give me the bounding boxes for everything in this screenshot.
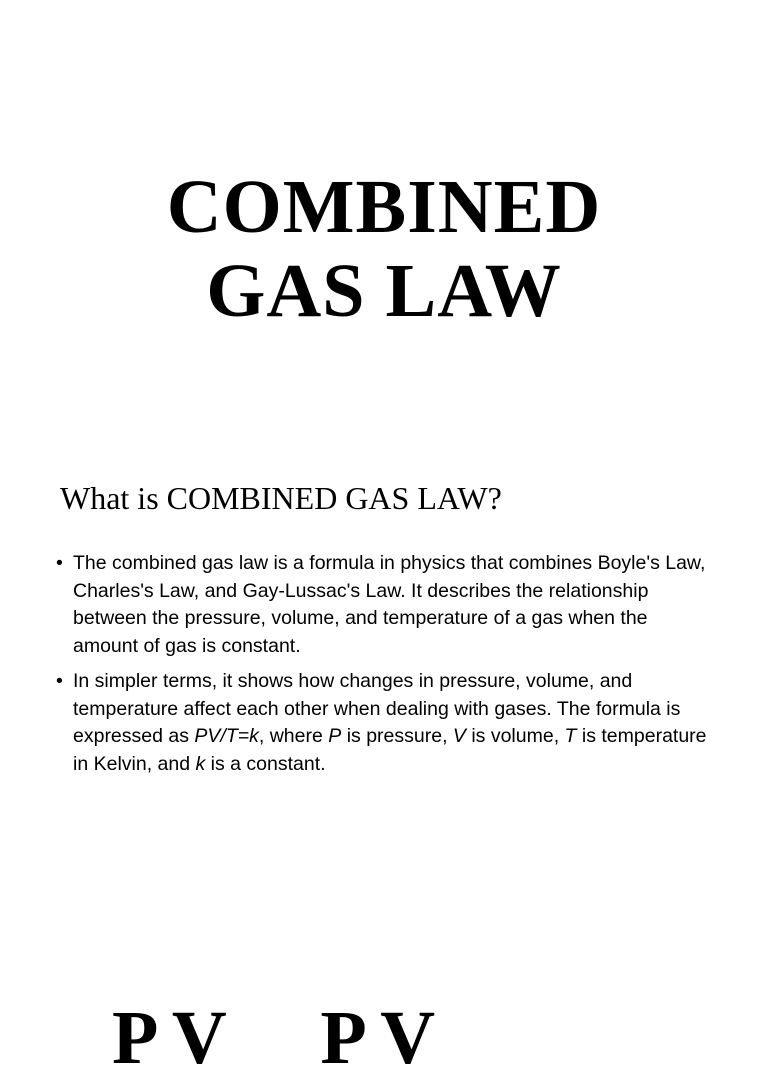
bullet-text-2	[73, 670, 707, 775]
bullet-2-text-part: is a constant.	[205, 752, 326, 775]
bullet-2-text-part: is temperature in Kelvin, and	[73, 725, 707, 775]
title-line-1: COMBINED	[166, 165, 602, 249]
bullet-item-2	[56, 668, 716, 778]
slide-heading: What is COMBINED GAS LAW?	[60, 480, 502, 516]
variable-k: k	[195, 752, 206, 775]
next-slide-fragment: P V P V	[112, 996, 436, 1080]
bullet-item-1	[56, 550, 716, 660]
variable-t: T	[564, 725, 577, 747]
bullet-dot: •	[56, 670, 63, 692]
bullet-2-text-part: is volume,	[465, 725, 565, 747]
bullet-2-text-part: In simpler terms, it shows how changes in pressure, volume, and temperature affect each other when dealing with gases. The formula is expressed as	[73, 670, 681, 747]
bullet-dot: •	[56, 552, 63, 574]
bullet-2-text-part: , where	[258, 725, 329, 747]
bullet-2-text-part: is pressure,	[341, 725, 453, 747]
slide-title	[0, 165, 768, 333]
bullet-list	[56, 550, 716, 786]
formula: PV/T=k	[194, 725, 259, 747]
title-slide	[0, 0, 768, 430]
title-line-2: GAS LAW	[206, 249, 562, 333]
variable-v: V	[452, 725, 466, 747]
variable-p: P	[328, 725, 342, 747]
bullet-text-1: The combined gas law is a formula in physics that combines Boyle's Law, Charles's Law, and Gay-Lussac's Law. It describes the relationship between the pressure, volume, and temperature of a gas when the amount of gas is constant.	[73, 552, 706, 657]
